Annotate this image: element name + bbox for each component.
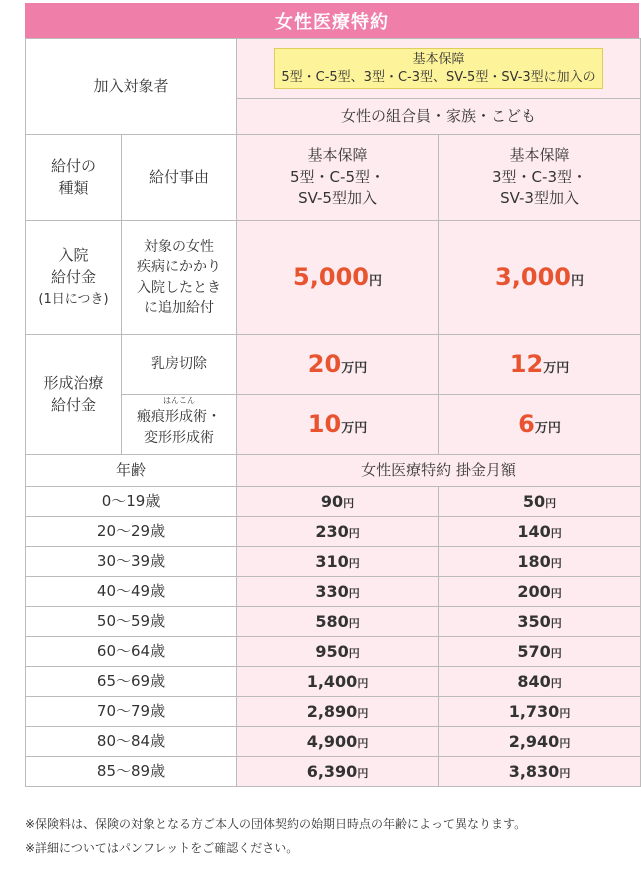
table-row [26, 577, 641, 607]
premium-amount-2: 140 [517, 521, 551, 541]
surgery-a-value-2 [439, 335, 641, 395]
eligible-label: 加入対象者 [26, 39, 237, 135]
hospital-label-2: 給付金 [50, 267, 96, 286]
plan-col-2-header [439, 135, 641, 221]
table-row [26, 727, 641, 757]
premium-age: 40〜49歳 [26, 577, 237, 607]
note-1: ※保険料は、保険の対象となる方ご本人の団体契約の始期日時点の年齢によって異なります。 [25, 817, 527, 831]
plan-col-1-line3: SV-5型加入 [298, 189, 377, 208]
premium-amount-2: 840 [517, 671, 551, 691]
premium-unit-1: 円 [348, 526, 360, 540]
premium-value-1 [237, 547, 439, 577]
premium-amount-2: 2,940 [508, 731, 560, 751]
premium-amount-1: 90 [320, 491, 344, 511]
surgery-reason-b [122, 395, 237, 455]
premium-value-1 [237, 667, 439, 697]
hospital-reason-line4: に追加給付 [144, 299, 214, 316]
benefit-table [25, 38, 641, 787]
plan-col-2-line3: SV-3型加入 [500, 189, 579, 208]
hospital-reason-line2: 疾病にかかり [137, 259, 221, 276]
surgery-reason-b-line2: 変形形成術 [144, 429, 214, 446]
premium-amount-1: 6,390 [306, 761, 358, 781]
notes [25, 812, 526, 860]
surgery-a-amount-1: 20 [307, 350, 342, 379]
premium-amount-1: 580 [315, 611, 349, 631]
table-row [26, 487, 641, 517]
premium-unit-2: 円 [550, 526, 562, 540]
surgery-b-value-2 [439, 395, 641, 455]
hospital-reason-line1: 対象の女性 [144, 238, 214, 255]
surgery-label [26, 335, 122, 455]
table-row [26, 757, 641, 787]
table-row [26, 607, 641, 637]
hospital-unit-1: 円 [368, 274, 382, 290]
eligible-box [274, 48, 602, 89]
plan-col-1-line1: 基本保障 [307, 145, 368, 164]
premium-amount-1: 310 [315, 551, 349, 571]
surgery-b-value-1 [237, 395, 439, 455]
benefit-type-label-2: 種類 [58, 178, 89, 197]
premium-amount-1: 230 [315, 521, 349, 541]
premium-amount-1: 1,400 [306, 671, 358, 691]
surgery-a-amount-2: 12 [509, 350, 544, 379]
premium-unit-2: 円 [550, 616, 562, 630]
premium-unit-1: 円 [357, 736, 369, 750]
premium-unit-1: 円 [357, 766, 369, 780]
premium-unit-1: 円 [343, 496, 355, 510]
hospital-reason [122, 221, 237, 335]
premium-unit-2: 円 [559, 736, 571, 750]
premium-amount-2: 50 [522, 491, 546, 511]
premium-age: 0〜19歳 [26, 487, 237, 517]
premium-unit-2: 円 [559, 766, 571, 780]
page-title: 女性医療特約 [25, 3, 639, 38]
table-row [26, 697, 641, 727]
eligible-members: 女性の組合員・家族・こども [237, 99, 641, 135]
premium-amount-1: 950 [315, 641, 349, 661]
premium-value-2 [439, 637, 641, 667]
premium-value-1 [237, 607, 439, 637]
premium-amount-2: 1,730 [508, 701, 560, 721]
plan-col-1-line2: 5型・C-5型・ [290, 167, 385, 186]
premium-amount-2: 200 [517, 581, 551, 601]
eligible-box-line1: 基本保障 [412, 51, 465, 67]
premium-age: 65〜69歳 [26, 667, 237, 697]
premium-unit-2: 円 [550, 586, 562, 600]
table-row [26, 667, 641, 697]
premium-age: 60〜64歳 [26, 637, 237, 667]
premium-amount-1: 4,900 [306, 731, 358, 751]
premium-amount-2: 350 [517, 611, 551, 631]
plan-col-2-line2: 3型・C-3型・ [492, 167, 587, 186]
surgery-b-amount-2: 6 [518, 410, 535, 439]
premium-value-2 [439, 577, 641, 607]
premium-amount-1: 330 [315, 581, 349, 601]
premium-unit-1: 円 [357, 706, 369, 720]
premium-unit-1: 円 [348, 646, 360, 660]
premium-unit-2: 円 [550, 556, 562, 570]
premium-age: 20〜29歳 [26, 517, 237, 547]
benefit-type-label [26, 135, 122, 221]
premium-amount-2: 570 [517, 641, 551, 661]
premium-value-2 [439, 547, 641, 577]
premium-value-2 [439, 697, 641, 727]
hospital-label-3: (1日につき) [38, 292, 109, 308]
surgery-label-1: 形成治療 [43, 373, 104, 392]
premium-amount-2: 3,830 [508, 761, 560, 781]
hospital-amount-1: 5,000 [293, 263, 369, 292]
hospital-unit-2: 円 [570, 274, 584, 290]
premium-value-1 [237, 697, 439, 727]
eligible-box-line2: 5型・C-5型、3型・C-3型、SV-5型・SV-3型に加入の [281, 69, 596, 85]
premium-value-2 [439, 667, 641, 697]
premium-age: 50〜59歳 [26, 607, 237, 637]
premium-unit-2: 円 [559, 706, 571, 720]
surgery-reason-b-ruby: はんこん [163, 396, 195, 406]
hospital-label-1: 入院 [58, 245, 89, 264]
note-2: ※詳細についてはパンフレットをご確認ください。 [25, 841, 299, 855]
premium-unit-1: 円 [348, 616, 360, 630]
premium-amount-2: 180 [517, 551, 551, 571]
premium-unit-1: 円 [357, 676, 369, 690]
premium-unit-2: 円 [550, 646, 562, 660]
surgery-reason-a: 乳房切除 [122, 335, 237, 395]
premium-value-1 [237, 577, 439, 607]
premium-unit-1: 円 [348, 556, 360, 570]
surgery-a-value-1 [237, 335, 439, 395]
hospital-reason-line3: 入院したとき [137, 279, 221, 296]
surgery-a-unit-2: 万円 [543, 361, 570, 377]
premium-value-2 [439, 757, 641, 787]
premium-value-1 [237, 637, 439, 667]
premium-rows [26, 487, 641, 787]
table-row [26, 547, 641, 577]
premium-value-2 [439, 607, 641, 637]
premium-amount-1: 2,890 [306, 701, 358, 721]
eligible-box-cell [237, 39, 641, 99]
plan-col-1-header [237, 135, 439, 221]
premium-value-1 [237, 517, 439, 547]
surgery-a-unit-1: 万円 [341, 361, 368, 377]
premium-value-1 [237, 487, 439, 517]
surgery-reason-b-ruby-wrap [137, 396, 221, 427]
fee-header: 女性医療特約 掛金月額 [237, 455, 641, 487]
premium-age: 70〜79歳 [26, 697, 237, 727]
premium-unit-1: 円 [348, 586, 360, 600]
premium-unit-2: 円 [550, 676, 562, 690]
premium-value-2 [439, 487, 641, 517]
benefit-type-label-1: 給付の [50, 156, 96, 175]
hospital-value-1 [237, 221, 439, 335]
surgery-label-2: 給付金 [50, 395, 96, 414]
table-row [26, 637, 641, 667]
premium-age: 80〜84歳 [26, 727, 237, 757]
premium-age: 85〜89歳 [26, 757, 237, 787]
plan-col-2-line1: 基本保障 [509, 145, 570, 164]
surgery-b-unit-1: 万円 [341, 421, 368, 437]
surgery-b-amount-1: 10 [307, 410, 342, 439]
premium-value-1 [237, 727, 439, 757]
age-header: 年齢 [26, 455, 237, 487]
premium-value-2 [439, 517, 641, 547]
hospital-amount-2: 3,000 [495, 263, 571, 292]
table-row [26, 517, 641, 547]
hospital-value-2 [439, 221, 641, 335]
benefit-reason-label: 給付事由 [122, 135, 237, 221]
premium-unit-2: 円 [545, 496, 557, 510]
premium-value-1 [237, 757, 439, 787]
premium-age: 30〜39歳 [26, 547, 237, 577]
premium-value-2 [439, 727, 641, 757]
surgery-b-unit-2: 万円 [534, 421, 561, 437]
hospital-label [26, 221, 122, 335]
surgery-reason-b-line1: 瘢痕形成術・ [137, 409, 221, 426]
